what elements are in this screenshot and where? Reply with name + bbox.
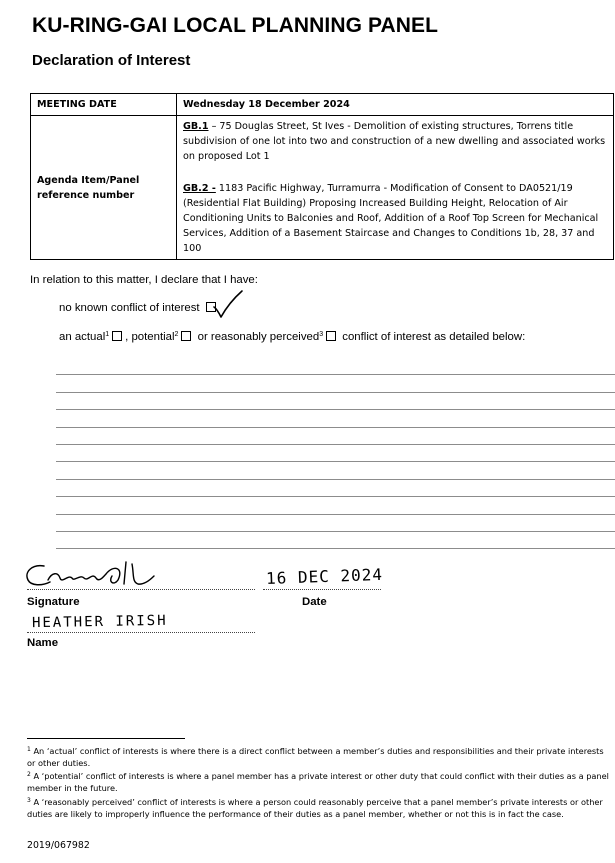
- name-line[interactable]: [27, 632, 255, 633]
- footnote-number: 1: [27, 746, 31, 753]
- meeting-date-value: Wednesday 18 December 2024: [177, 94, 614, 116]
- footnote-text: An ‘actual’ conflict of interests is where there is a direct conflict between a member’s duties and responsibilities and their private interests or other duties.: [27, 746, 604, 768]
- ruled-line: [56, 462, 615, 479]
- footnote-number: 3: [27, 796, 31, 804]
- footnote: [27, 744, 613, 769]
- document-reference: 2019/067982: [27, 840, 90, 851]
- footnote-ref-1: 1: [105, 331, 110, 338]
- ruled-line: [56, 497, 615, 514]
- option-conflict-tail: conflict of interest as detailed below:: [339, 331, 526, 343]
- signature-label: Signature: [27, 596, 80, 608]
- footnote-divider: [27, 738, 185, 739]
- agenda-row: [31, 116, 614, 260]
- ruled-line: [56, 480, 615, 497]
- agenda-item: [183, 181, 607, 256]
- footnote-ref-3: 3: [319, 331, 324, 338]
- potential-checkbox[interactable]: [181, 331, 191, 341]
- ruled-line: [56, 445, 615, 462]
- declaration-intro: In relation to this matter, I declare that I have:: [30, 274, 258, 286]
- footnote-text: A ‘reasonably perceived’ conflict of interests is where a person could reasonably perceive that a panel member’s private interests or other duties are likely to improperly influence the performance of their duties as a panel member, whether or not this is in fact the case.: [27, 796, 603, 819]
- ruled-line: [56, 428, 615, 445]
- footnote-ref-2: 2: [174, 331, 179, 338]
- option-conflict: [59, 331, 525, 343]
- footnote-text: A ‘potential’ conflict of interests is where a panel member has a private interest or other duty that could conflict with their duties as a panel member in the future.: [27, 771, 609, 794]
- option-actual-label: an actual: [59, 331, 106, 343]
- handwritten-name: HEATHER IRISH: [31, 612, 168, 632]
- footnote: [27, 769, 613, 794]
- ruled-line: [56, 375, 615, 392]
- agenda-item: [183, 119, 607, 164]
- name-label: Name: [27, 637, 59, 649]
- agenda-item-text: 1183 Pacific Highway, Turramurra - Modification of Consent to DA0521/19 (Residential Flat Building) Proposing Increased Building Height, Relocation of Air Conditioning Units to Balconies and Roof, Addition of a Roof Top Screen for Mechanical Services, Addition of a Basement Staircase and Changes to Conditions 1b, 28, 37 and 100: [183, 183, 599, 254]
- ruled-line: [56, 393, 615, 410]
- meeting-details-table: [30, 93, 614, 260]
- perceived-checkbox[interactable]: [326, 331, 336, 341]
- meeting-date-row: [31, 94, 614, 116]
- ruled-line: [56, 410, 615, 427]
- date-label: Date: [302, 596, 327, 608]
- handwritten-signature: [22, 558, 162, 592]
- option-perceived-label: or reasonably perceived: [194, 331, 320, 343]
- handwritten-check-icon: [211, 289, 245, 323]
- handwritten-date: 16 DEC 2024: [265, 564, 384, 588]
- ruled-line: [56, 532, 615, 549]
- footnote: [27, 795, 613, 820]
- footnote-number: 2: [27, 771, 31, 779]
- agenda-item-code: GB.1: [183, 121, 209, 132]
- agenda-item-code: GB.2 -: [183, 183, 216, 194]
- option-no-conflict-label: no known conflict of interest: [59, 302, 200, 314]
- agenda-label: Agenda Item/Panel reference number: [31, 116, 177, 260]
- details-writing-area[interactable]: [56, 358, 615, 549]
- footnotes: [27, 744, 613, 820]
- ruled-line: [56, 358, 615, 375]
- option-potential-label: , potential: [125, 331, 175, 343]
- signature-line[interactable]: [27, 589, 255, 590]
- option-no-conflict: [59, 302, 219, 314]
- page-subtitle: Declaration of Interest: [32, 52, 191, 69]
- ruled-line: [56, 515, 615, 532]
- page-title: KU-RING-GAI LOCAL PLANNING PANEL: [32, 14, 439, 37]
- agenda-item-text: – 75 Douglas Street, St Ives - Demolition of existing structures, Torrens title subdivision of one lot into two and construction of a new dwelling and associated works on proposed Lot 1: [183, 121, 606, 162]
- agenda-items: [177, 116, 614, 260]
- actual-checkbox[interactable]: [112, 331, 122, 341]
- meeting-date-label: MEETING DATE: [31, 94, 177, 116]
- date-line[interactable]: [263, 589, 381, 590]
